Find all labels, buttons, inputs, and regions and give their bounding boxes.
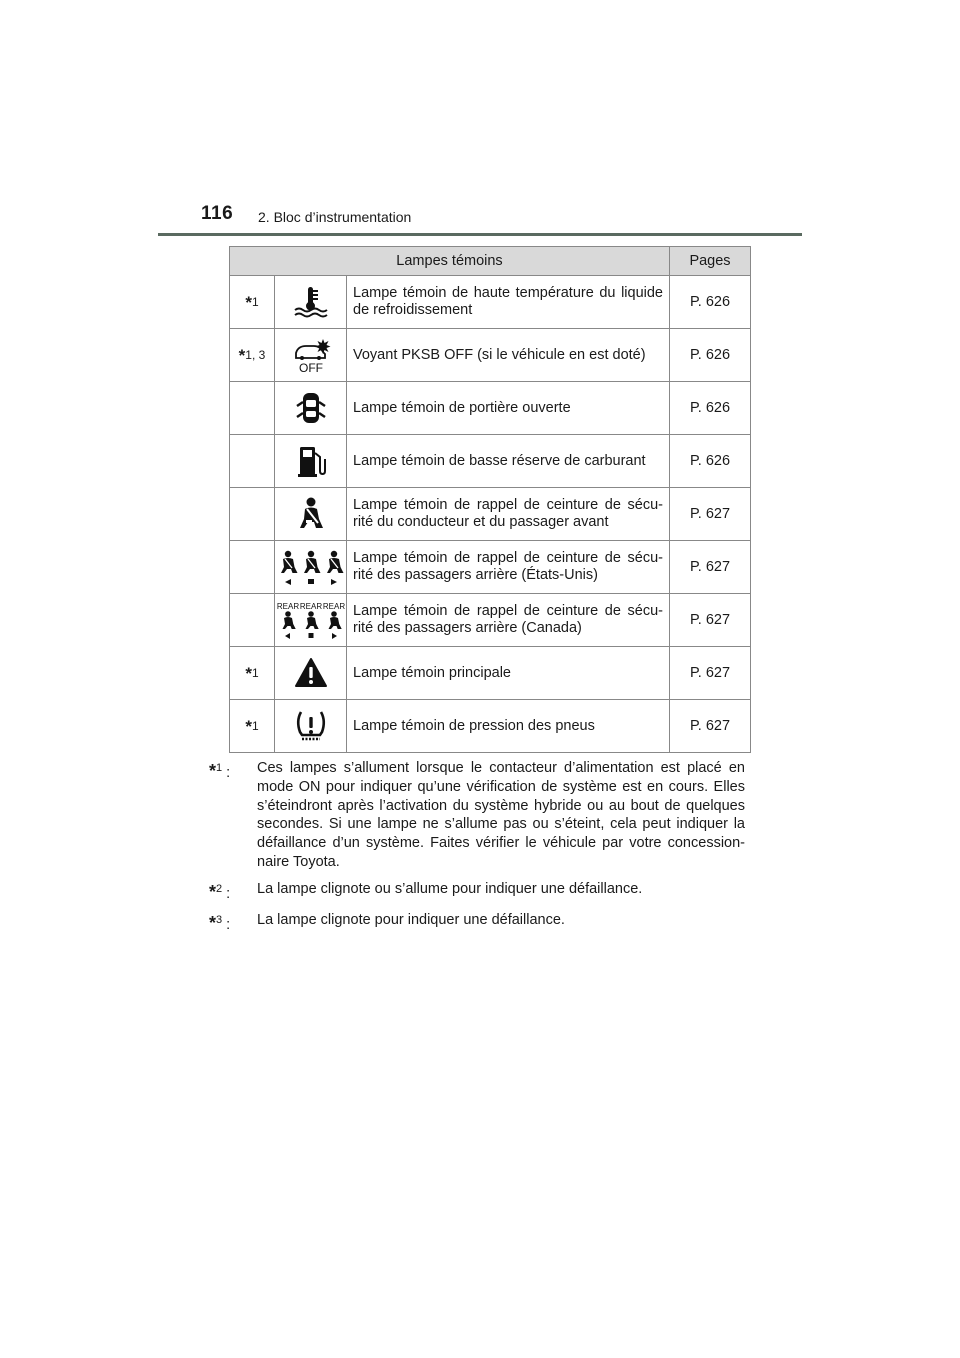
page-reference: P. 626: [670, 276, 751, 329]
footnote-text: Ces lampes s’allument lorsque le contacteur d’alimentation est placé en mode ON pour indiquer qu’une vérification de système est en cours. Elles s’éteindront après l’activation du système hybride ou au bout de quelques secondes. Si une lampe ne s’allume pas ou s’éteint, cela peut indiquer la défaillance d’un système. Faites vérifier le véhicule par votre concession-naire Toyota.: [257, 760, 745, 870]
lamp-description: Lampe témoin de rappel de ceinture de sécu-rité des passagers arrière (Canada): [347, 594, 670, 647]
row-footnote-marker: [230, 382, 275, 435]
table-row: [230, 488, 751, 541]
fuel-pump-icon: [275, 435, 347, 488]
lamp-description: Lampe témoin de rappel de ceinture de sécu-rité des passagers arrière (États-Unis): [347, 541, 670, 594]
page-reference: P. 626: [670, 435, 751, 488]
table-row: [230, 276, 751, 329]
lamp-description: Lampe témoin de rappel de ceinture de sécu-rité du conducteur et du passager avant: [347, 488, 670, 541]
seatbelt-icon: [275, 488, 347, 541]
table-row: [230, 329, 751, 382]
footnote: [209, 759, 745, 872]
svg-text:REAR: REAR: [299, 602, 322, 611]
table-row: [230, 435, 751, 488]
svg-text:REAR: REAR: [276, 602, 299, 611]
pksb-off-icon: [275, 329, 347, 382]
row-footnote-marker: *1: [230, 700, 275, 753]
svg-text:OFF: OFF: [298, 361, 323, 373]
footnote-marker: *$^1$ :: [209, 760, 231, 781]
lamp-description: Lampe témoin de haute température du liquide de refroidissement: [347, 276, 670, 329]
footnote-marker: *$^3$ :: [209, 913, 231, 934]
footnote-text: La lampe clignote pour indiquer une défaillance.: [257, 912, 565, 929]
rear-seatbelt-us-icon: [275, 541, 347, 594]
master-warning-icon: [275, 647, 347, 700]
footnote-marker: *$^2$ :: [209, 881, 231, 902]
footnotes: [209, 759, 745, 943]
row-footnote-marker: *1: [230, 276, 275, 329]
footnote: [209, 911, 745, 935]
page-reference: P. 626: [670, 329, 751, 382]
table-row: [230, 647, 751, 700]
rear-seatbelt-canada-icon: [275, 594, 347, 647]
page-reference: P. 627: [670, 488, 751, 541]
lamp-description: Voyant PKSB OFF (si le véhicule en est doté): [347, 329, 670, 382]
asterisk-icon: *: [245, 292, 252, 312]
row-footnote-marker: [230, 594, 275, 647]
lamp-description: Lampe témoin de basse réserve de carburant: [347, 435, 670, 488]
table-row: [230, 382, 751, 435]
svg-text:REAR: REAR: [322, 602, 345, 611]
asterisk-icon: *: [238, 345, 246, 365]
row-footnote-marker: *1: [230, 647, 275, 700]
lamp-description: Lampe témoin de pression des pneus: [347, 700, 670, 753]
page-number: 116: [201, 203, 234, 224]
table-row: [230, 594, 751, 647]
header-lamps: Lampes témoins: [230, 247, 670, 276]
lamp-description: Lampe témoin de portière ouverte: [347, 382, 670, 435]
row-footnote-marker: *1, 3: [230, 329, 275, 382]
row-footnote-marker: [230, 488, 275, 541]
row-footnote-marker: [230, 435, 275, 488]
table-header-row: [230, 247, 751, 276]
header-rule: [158, 233, 802, 236]
table-row: [230, 700, 751, 753]
row-footnote-marker: [230, 541, 275, 594]
door-open-icon: [275, 382, 347, 435]
footnote-text: La lampe clignote ou s’allume pour indiquer une défaillance.: [257, 880, 643, 897]
warning-lamps-table: [229, 246, 751, 753]
page-reference: P. 626: [670, 382, 751, 435]
header-pages: Pages: [670, 247, 751, 276]
page-reference: P. 627: [670, 594, 751, 647]
footnote: [209, 880, 745, 904]
asterisk-icon: *: [245, 716, 252, 736]
lamp-description: Lampe témoin principale: [347, 647, 670, 700]
coolant-temperature-icon: [275, 276, 347, 329]
section-title: 2. Bloc d’instrumentation: [258, 209, 412, 225]
page-reference: P. 627: [670, 541, 751, 594]
asterisk-icon: *: [245, 663, 252, 683]
page-reference: P. 627: [670, 700, 751, 753]
page-reference: P. 627: [670, 647, 751, 700]
tire-pressure-icon: [275, 700, 347, 753]
table-row: [230, 541, 751, 594]
